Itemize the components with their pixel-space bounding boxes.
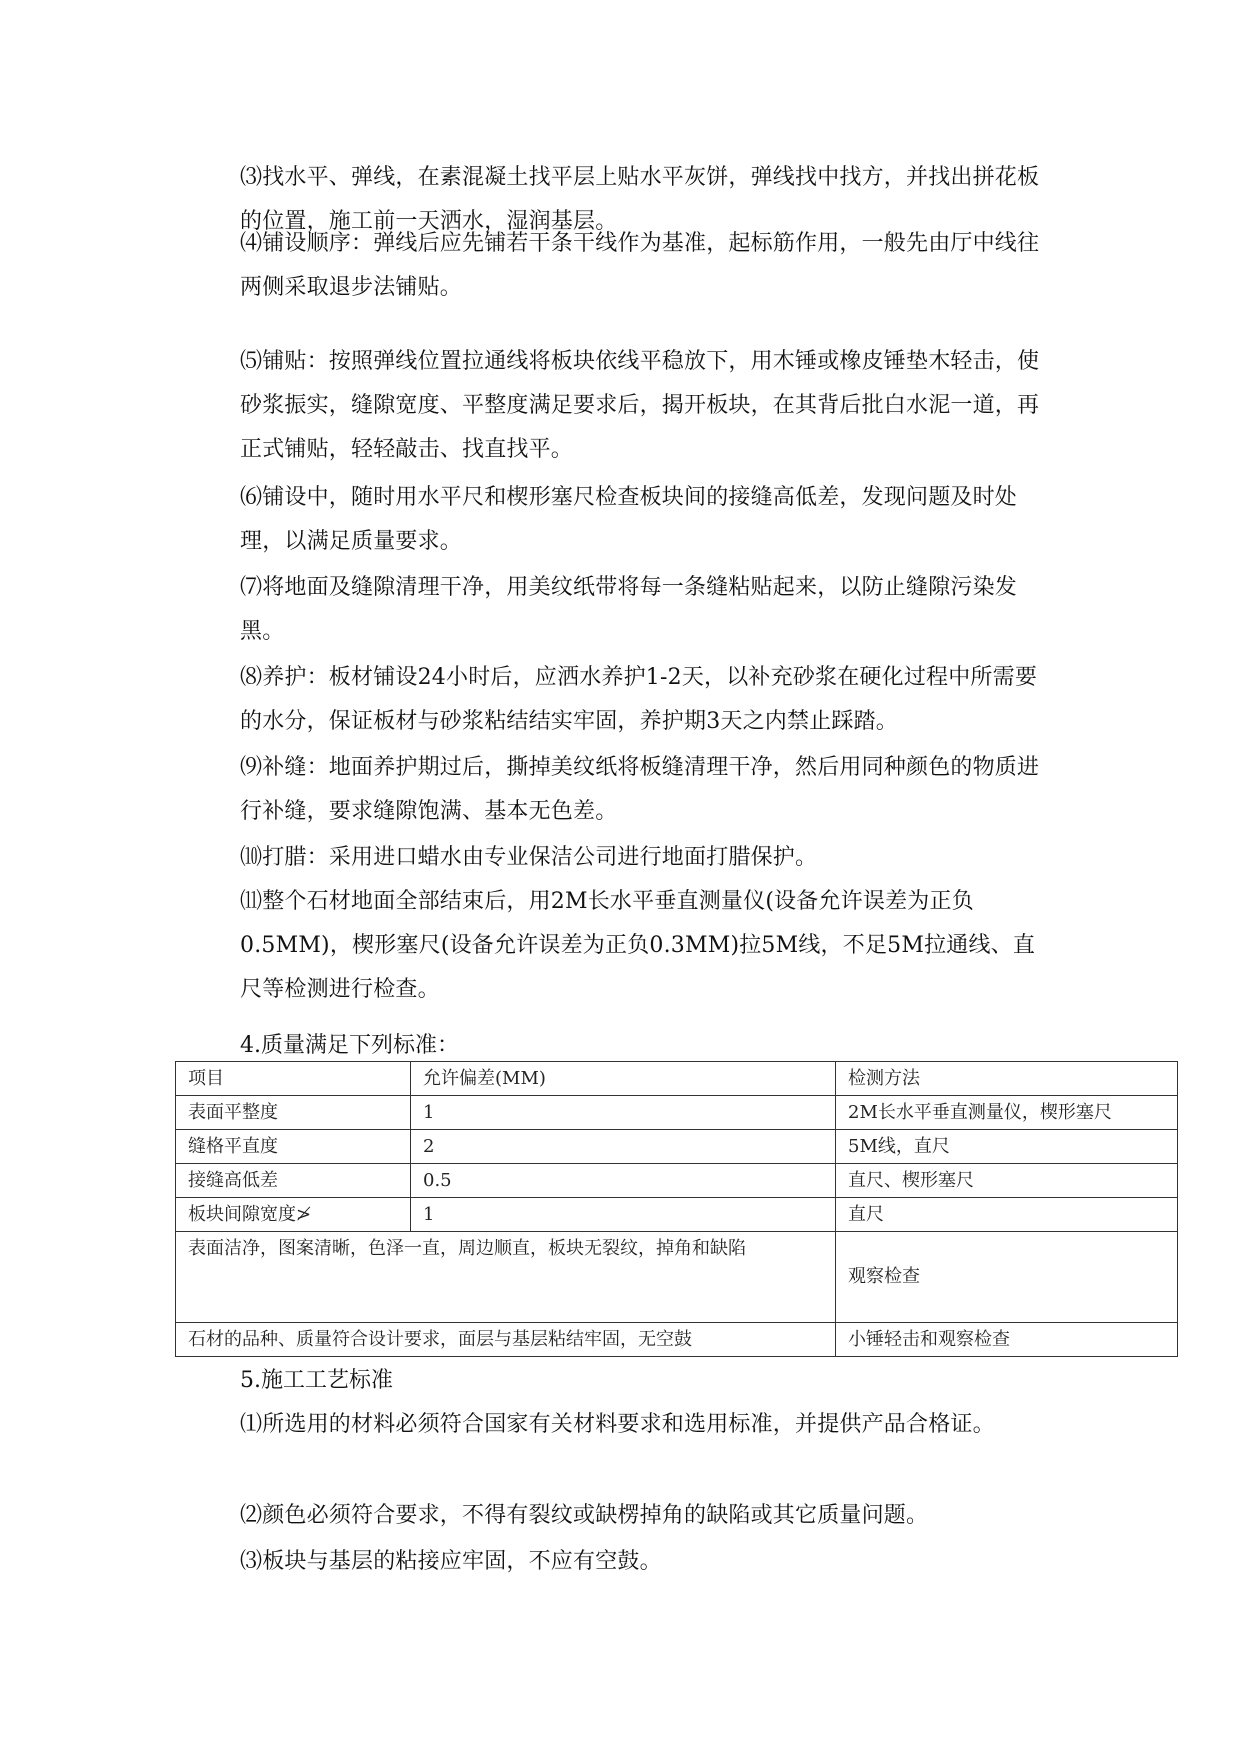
paragraph-standard-3: ⑶板块与基层的粘接应牢固，不应有空鼓。 (240, 1549, 662, 1574)
table-cell-method: 观察检查 (836, 1232, 1178, 1323)
paragraph-standard-1: ⑴所选用的材料必须符合国家有关材料要求和选用标准，并提供产品合格证。 (240, 1412, 995, 1437)
table-cell-item-merged: 表面洁净，图案清晰，色泽一直，周边顺直，板块无裂纹，掉角和缺陷 (176, 1232, 836, 1323)
table-cell-item: 板块间隙宽度≯ (176, 1198, 411, 1232)
table-row-merged (176, 1323, 1178, 1357)
table-cell-item: 接缝高低差 (176, 1164, 411, 1198)
table-cell-tolerance: 0.5 (411, 1164, 836, 1198)
table-row-merged (176, 1232, 1178, 1323)
table-cell-method: 5M线，直尺 (836, 1130, 1178, 1164)
section-4-title: 4.质量满足下列标准： (240, 1033, 459, 1058)
paragraph-step-10: ⑽打腊：采用进口蜡水由专业保洁公司进行地面打腊保护。 (240, 845, 818, 870)
table-cell-tolerance: 2 (411, 1130, 836, 1164)
table-cell-item: 表面平整度 (176, 1096, 411, 1130)
table-header-row (176, 1062, 1178, 1096)
table-cell-method: 直尺、楔形塞尺 (836, 1164, 1178, 1198)
paragraph-standard-2: ⑵颜色必须符合要求，不得有裂纹或缺楞掉角的缺陷或其它质量问题。 (240, 1503, 929, 1528)
table-cell-tolerance: 1 (411, 1096, 836, 1130)
quality-standard-table (175, 1061, 1178, 1357)
paragraph-step-8: ⑻养护：板材铺设24小时后，应洒水养护1-2天，以补充砂浆在硬化过程中所需要的水分，保证板材与砂浆粘结结实牢固，养护期3天之内禁止踩踏。 (240, 665, 1038, 734)
table-cell-method: 直尺 (836, 1198, 1178, 1232)
paragraph-step-9: ⑼补缝：地面养护期过后，撕掉美纹纸将板缝清理干净，然后用同种颜色的物质进行补缝，要求缝隙饱满、基本无色差。 (240, 755, 1040, 824)
paragraph-step-3: ⑶找水平、弹线，在素混凝土找平层上贴水平灰饼，弹线找中找方，并找出拼花板的位置，施工前一天洒水，湿润基层。 (240, 165, 1040, 234)
table-row (176, 1198, 1178, 1232)
table-cell-method: 2M长水平垂直测量仪，楔形塞尺 (836, 1096, 1178, 1130)
table-cell-tolerance: 1 (411, 1198, 836, 1232)
table-cell-item: 缝格平直度 (176, 1130, 411, 1164)
table-header-method: 检测方法 (836, 1062, 1178, 1096)
section-5-title: 5.施工工艺标准 (240, 1368, 393, 1393)
paragraph-step-4: ⑷铺设顺序：弹线后应先铺若干条干线作为基准，起标筋作用，一般先由厅中线往两侧采取退步法铺贴。 (240, 231, 1040, 300)
table-cell-method: 小锤轻击和观察检查 (836, 1323, 1178, 1357)
table-header-item: 项目 (176, 1062, 411, 1096)
table-header-tolerance: 允许偏差(MM) (411, 1062, 836, 1096)
table-row (176, 1164, 1178, 1198)
paragraph-step-11: ⑾整个石材地面全部结束后，用2M长水平垂直测量仪(设备允许误差为正负0.5MM)，楔形塞尺(设备允许误差为正负0.3MM)拉5M线，不足5M拉通线、直尺等检测进行检查。 (240, 889, 1036, 1002)
table-row (176, 1096, 1178, 1130)
paragraph-step-6: ⑹铺设中，随时用水平尺和楔形塞尺检查板块间的接缝高低差，发现问题及时处理，以满足质量要求。 (240, 485, 1018, 554)
table-row (176, 1130, 1178, 1164)
paragraph-step-5: ⑸铺贴：按照弹线位置拉通线将板块依线平稳放下，用木锤或橡皮锤垫木轻击，使砂浆振实，缝隙宽度、平整度满足要求后，揭开板块，在其背后批白水泥一道，再正式铺贴，轻轻敲击、找直找平。 (240, 349, 1040, 462)
paragraph-step-7: ⑺将地面及缝隙清理干净，用美纹纸带将每一条缝粘贴起来，以防止缝隙污染发黑。 (240, 575, 1018, 644)
table-cell-item-merged: 石材的品种、质量符合设计要求，面层与基层粘结牢固，无空鼓 (176, 1323, 836, 1357)
